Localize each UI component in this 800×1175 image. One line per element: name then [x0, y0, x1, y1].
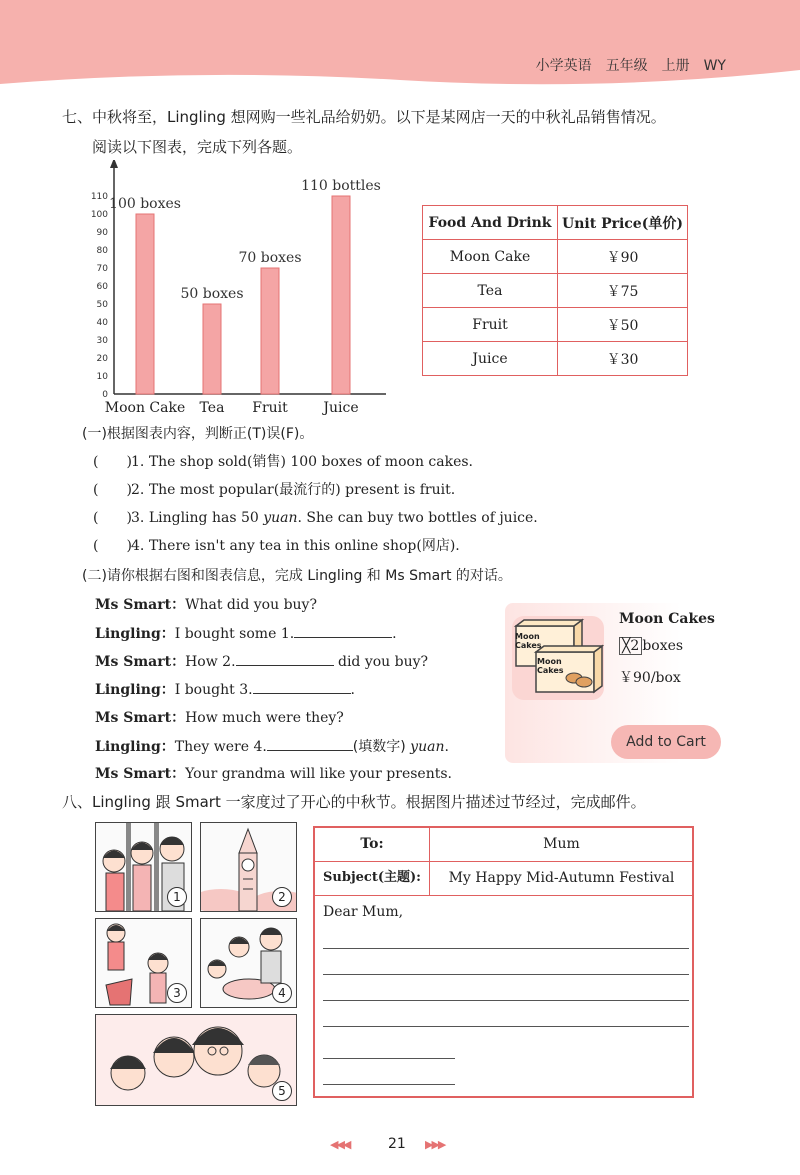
y-tick-label: 70 — [96, 264, 108, 274]
email-writing-line[interactable] — [323, 1026, 689, 1027]
box-label-1: Moon Cakes — [515, 632, 542, 650]
panel-number-1: 1 — [167, 887, 187, 907]
y-tick-label: 10 — [96, 372, 108, 382]
dialogue-line-7: Ms Smart：Your grandma will like your presents. — [95, 766, 452, 782]
y-tick-label: 80 — [96, 246, 108, 256]
tf-question-1: ( )1. The shop sold(销售) 100 boxes of moon cakes. — [93, 454, 473, 470]
email-to-row — [315, 828, 692, 862]
y-tick-label: 30 — [96, 336, 108, 346]
answer-blank-1[interactable] — [294, 623, 392, 638]
panel-number-5: 5 — [272, 1081, 292, 1101]
table-cell-price: ￥90 — [558, 240, 688, 274]
column-header-food: Food And Drink — [423, 206, 558, 240]
dialogue-line-3: Ms Smart：How 2. did you buy? — [95, 651, 428, 672]
x-tick-label: Juice — [323, 400, 359, 416]
column-header-price: Unit Price(单价) — [558, 206, 688, 240]
table-cell-food: Tea — [423, 274, 558, 308]
comic-panel-3 — [95, 918, 192, 1008]
panel-number-4: 4 — [272, 983, 292, 1003]
product-price: ￥90/box — [619, 670, 681, 686]
x-tick-label: Fruit — [252, 400, 288, 416]
comic-panel-4 — [200, 918, 297, 1008]
answer-paren[interactable]: ( ) — [93, 510, 132, 526]
section7-title-line1: 七、中秋将至，Lingling 想网购一些礼品给奶奶。以下是某网店一天的中秋礼品销售情况。 — [62, 108, 666, 126]
answer-paren[interactable]: ( ) — [93, 454, 132, 470]
bar-chart — [80, 160, 400, 420]
comic-panel-5 — [95, 1014, 297, 1106]
table-header-row — [423, 206, 688, 240]
comic-panel-2 — [200, 822, 297, 912]
answer-paren[interactable]: ( ) — [93, 538, 132, 554]
table-cell-price: ￥30 — [558, 342, 688, 376]
data-label: 100 boxes — [109, 196, 181, 212]
part1-title: (一)根据图表内容，判断正(T)误(F)。 — [82, 426, 314, 442]
table-cell-food: Juice — [423, 342, 558, 376]
email-writing-line[interactable] — [323, 1084, 455, 1085]
add-to-cart-button[interactable]: Add to Cart — [611, 725, 721, 759]
email-writing-line[interactable] — [323, 974, 689, 975]
data-label: 110 bottles — [301, 178, 381, 194]
bar-tea — [203, 304, 221, 394]
x-tick-label: Moon Cake — [104, 400, 186, 416]
bar-juice — [332, 196, 350, 394]
table-row — [423, 342, 688, 376]
y-tick-label: 0 — [102, 390, 108, 400]
to-value[interactable]: Mum — [543, 836, 580, 852]
page-number: 21 — [388, 1136, 406, 1152]
product-name: Moon Cakes — [619, 611, 715, 627]
section7-title-line2: 阅读以下图表，完成下列各题。 — [92, 138, 303, 156]
dialogue-line-5: Ms Smart：How much were they? — [95, 710, 344, 726]
x-tick-label: Tea — [199, 400, 225, 416]
subject-value[interactable]: My Happy Mid-Autumn Festival — [448, 870, 675, 886]
table-cell-price: ￥50 — [558, 308, 688, 342]
answer-blank-4[interactable] — [267, 736, 353, 751]
y-tick-label: 110 — [90, 192, 108, 202]
email-greeting: Dear Mum, — [323, 904, 404, 920]
answer-paren[interactable]: ( ) — [93, 482, 132, 498]
section8-title: 八、Lingling 跟 Smart 一家度过了开心的中秋节。根据图片描述过节经过，完成邮件。 — [62, 793, 646, 811]
y-tick-label: 100 — [90, 210, 108, 220]
dialogue-line-4: Lingling：I bought 3. . — [95, 679, 355, 700]
y-tick-label: 90 — [96, 228, 108, 238]
bar-moon-cake — [136, 214, 154, 394]
y-axis-arrow — [110, 160, 118, 168]
y-tick-label: 60 — [96, 282, 108, 292]
tf-question-4: ( )4. There isn't any tea in this online shop(网店). — [93, 538, 460, 554]
panel-number-3: 3 — [167, 983, 187, 1003]
answer-blank-3[interactable] — [253, 679, 351, 694]
y-tick-label: 20 — [96, 354, 108, 364]
answer-blank-2[interactable] — [236, 651, 334, 666]
data-label: 70 boxes — [238, 250, 302, 266]
email-writing-line[interactable] — [323, 1000, 689, 1001]
quantity-box[interactable]: ╳2 — [619, 637, 642, 655]
dialogue-line-6: Lingling：They were 4. (填数字) yuan. — [95, 736, 449, 757]
header-meta: 小学英语 五年级 上册 WY — [535, 58, 726, 74]
email-writing-line[interactable] — [323, 1058, 455, 1059]
subject-label: Subject(主题): — [315, 861, 430, 895]
comic-panel-1 — [95, 822, 192, 912]
table-row — [423, 274, 688, 308]
panel-number-2: 2 — [272, 887, 292, 907]
table-cell-food: Moon Cake — [423, 240, 558, 274]
footer-right-arrows: ▶▶▶ — [425, 1138, 445, 1151]
tf-question-3: ( )3. Lingling has 50 yuan. She can buy two bottles of juice. — [93, 510, 538, 526]
dialogue-line-2: Lingling：I bought some 1. . — [95, 623, 397, 644]
email-form — [313, 826, 694, 1098]
to-label: To: — [315, 828, 430, 861]
part2-title: (二)请你根据右图和图表信息，完成 Lingling 和 Ms Smart 的对话。 — [82, 568, 512, 584]
y-tick-label: 50 — [96, 300, 108, 310]
table-row — [423, 308, 688, 342]
email-writing-line[interactable] — [323, 948, 689, 949]
box-label-2: Moon Cakes — [537, 657, 564, 675]
header-band — [0, 0, 800, 92]
family-group-illustration — [96, 1015, 296, 1105]
data-label: 50 boxes — [180, 286, 244, 302]
tf-question-2: ( )2. The most popular(最流行的) present is fruit. — [93, 482, 456, 498]
footer-left-arrows: ◀◀◀ — [330, 1138, 350, 1151]
y-tick-label: 40 — [96, 318, 108, 328]
table-cell-food: Fruit — [423, 308, 558, 342]
product-quantity: ╳2 boxes — [619, 638, 683, 654]
email-subject-row — [315, 861, 692, 896]
table-cell-price: ￥75 — [558, 274, 688, 308]
bar-fruit — [261, 268, 279, 394]
price-table — [422, 205, 688, 376]
table-row — [423, 240, 688, 274]
dialogue-line-1: Ms Smart：What did you buy? — [95, 597, 317, 613]
